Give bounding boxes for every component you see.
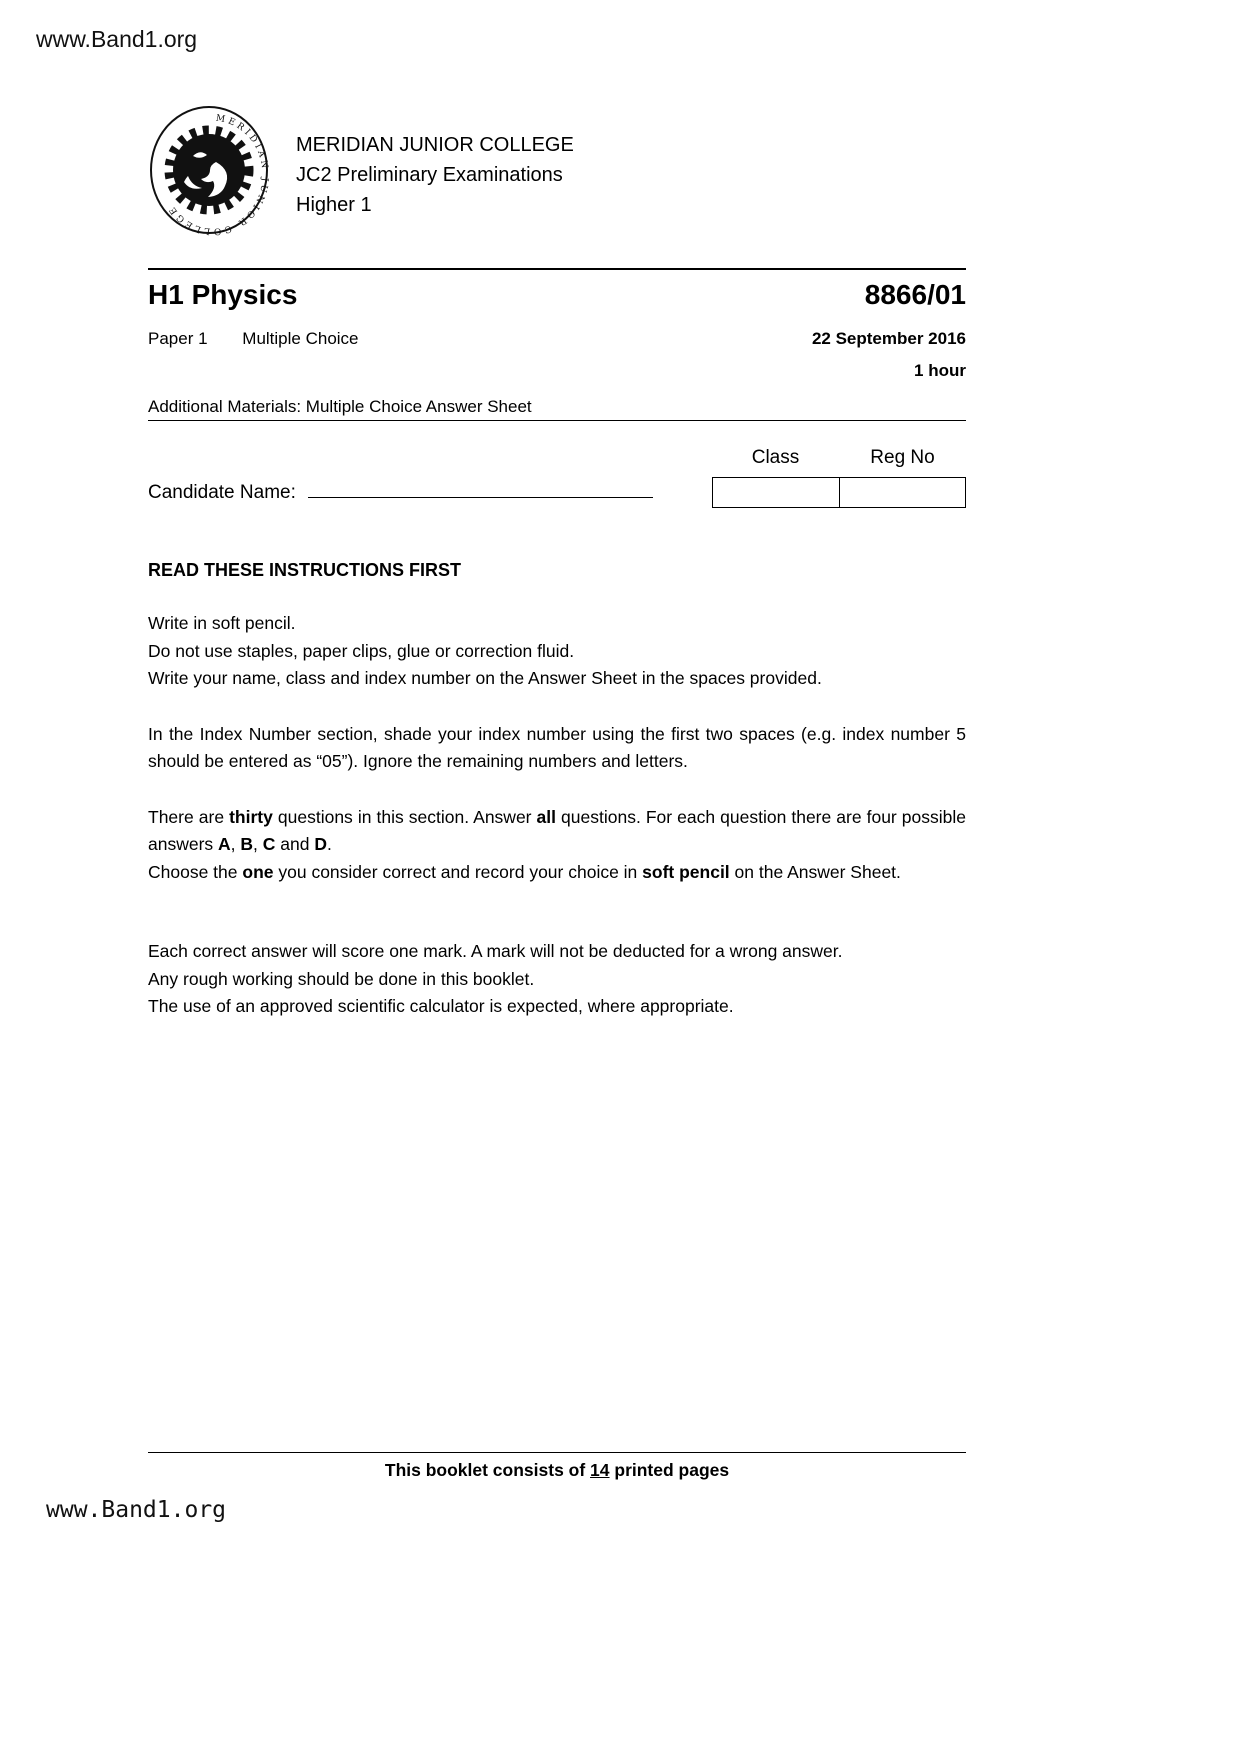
exam-name: JC2 Preliminary Examinations bbox=[296, 164, 563, 186]
instructions-para-1 bbox=[148, 610, 966, 693]
instruction-line: There are thirty questions in this section. Answer all questions. For each question there are four possible answers A, B, C and D. bbox=[148, 806, 967, 854]
candidate-name-label: Candidate Name: bbox=[148, 482, 296, 503]
exam-date: 22 September 2016 bbox=[811, 329, 966, 348]
lion-crest-icon bbox=[148, 104, 270, 236]
instructions-heading: READ THESE INSTRUCTIONS FIRST bbox=[148, 560, 462, 580]
college-name: MERIDIAN JUNIOR COLLEGE bbox=[296, 134, 574, 156]
paper-code: 8866/01 bbox=[864, 279, 966, 310]
exam-level: Higher 1 bbox=[296, 194, 372, 216]
divider-top bbox=[148, 268, 966, 270]
instructions-para-3 bbox=[148, 804, 966, 887]
reg-no-box bbox=[840, 477, 967, 508]
logo-ring-text: MERIDIAN JUNIOR COLLEGE bbox=[166, 113, 270, 236]
instruction-line: Choose the one you consider correct and record your choice in soft pencil on the Answer Sheet. bbox=[148, 861, 901, 882]
candidate-name-line bbox=[308, 483, 653, 498]
instruction-line: Write in soft pencil. bbox=[148, 613, 296, 633]
instruction-line: Do not use staples, paper clips, glue or correction fluid. bbox=[148, 640, 575, 661]
paper-info bbox=[148, 328, 359, 350]
instruction-line: Each correct answer will score one mark. A mark will not be deducted for a wrong answer. bbox=[148, 941, 843, 961]
paper-row bbox=[148, 328, 966, 350]
instructions-para-4 bbox=[148, 938, 966, 1021]
reg-no-label: Reg No bbox=[870, 447, 935, 468]
watermark-bottom: www.Band1.org bbox=[46, 1497, 227, 1523]
subject-title: H1 Physics bbox=[148, 279, 298, 310]
college-header bbox=[148, 104, 966, 236]
subject-row bbox=[148, 278, 966, 312]
class-box bbox=[712, 477, 840, 508]
divider-materials bbox=[148, 420, 966, 421]
additional-materials: Additional Materials: Multiple Choice Answer Sheet bbox=[148, 397, 532, 416]
college-title-block bbox=[296, 104, 574, 220]
paper-type: Multiple Choice bbox=[242, 329, 359, 348]
instructions-para-2: In the Index Number section, shade your index number using the first two spaces (e.g. index number 5 should be entered as “05”). Ignore the remaining numbers and letters. bbox=[148, 723, 966, 771]
class-reg-boxes bbox=[712, 477, 966, 508]
class-reg-labels bbox=[712, 447, 966, 469]
instruction-line: Write your name, class and index number on the Answer Sheet in the spaces provided. bbox=[148, 668, 822, 688]
candidate-name-row bbox=[148, 482, 712, 508]
candidate-section bbox=[148, 447, 966, 508]
instruction-line: Any rough working should be done in this booklet. bbox=[148, 968, 535, 989]
page-content bbox=[148, 0, 966, 1021]
paper-number: Paper 1 bbox=[148, 329, 208, 348]
booklet-pages-note: This booklet consists of 14 printed pages bbox=[148, 1452, 966, 1482]
watermark-top: www.Band1.org bbox=[36, 26, 198, 52]
exam-duration: 1 hour bbox=[914, 361, 966, 380]
class-label: Class bbox=[751, 447, 800, 468]
instruction-line: The use of an approved scientific calculator is expected, where appropriate. bbox=[148, 996, 734, 1016]
college-logo bbox=[148, 104, 270, 236]
class-reg-block bbox=[712, 447, 966, 508]
